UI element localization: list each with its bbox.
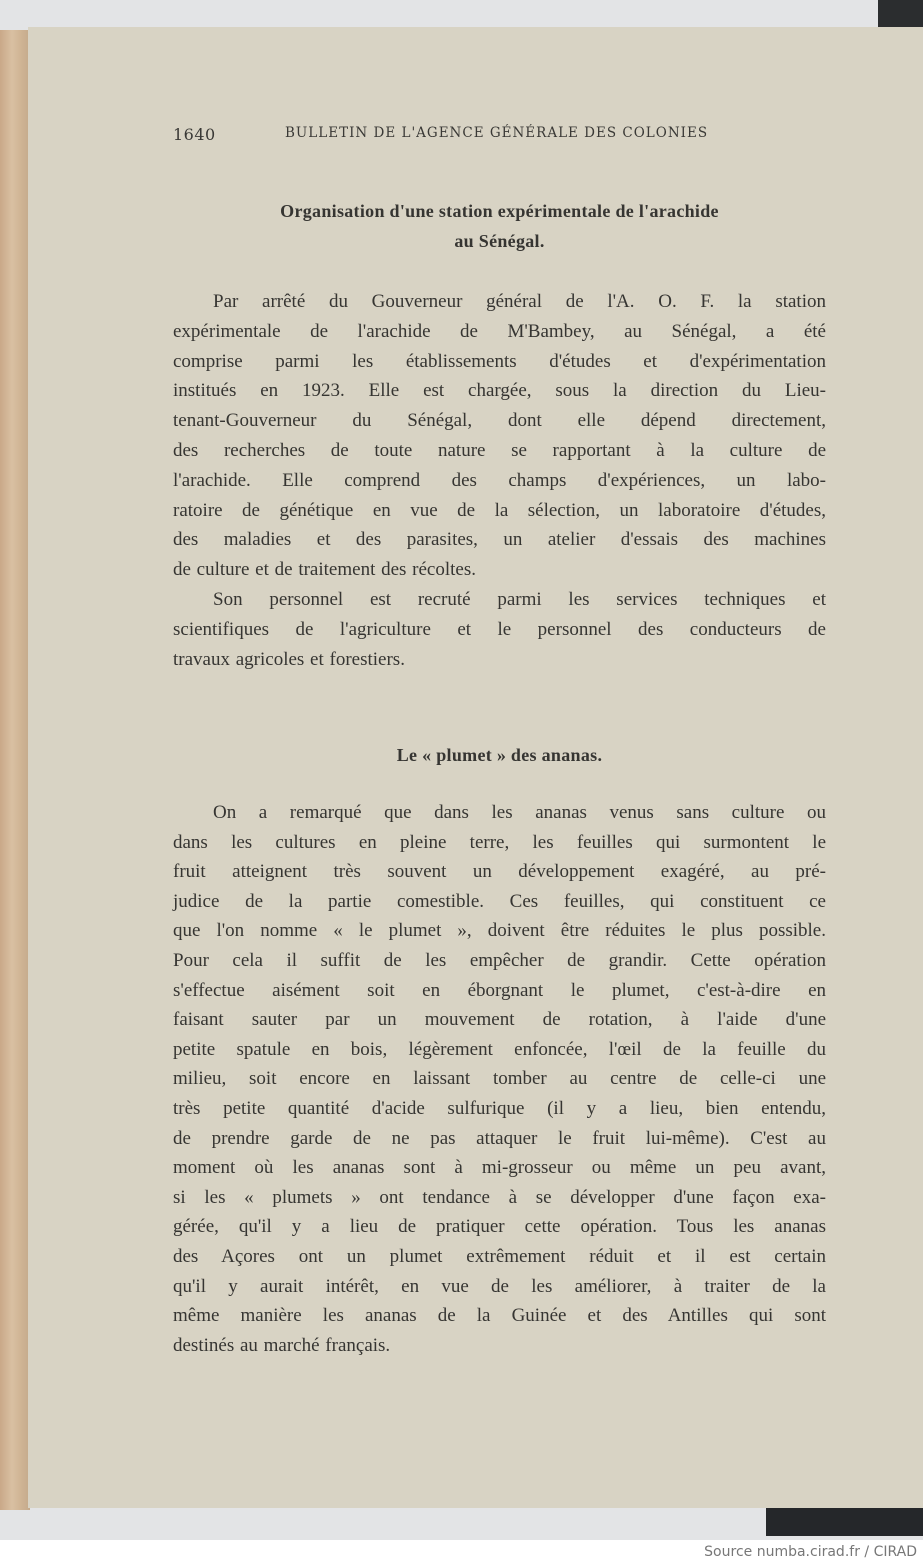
paragraph-line: faisant sauter par un mouvement de rotation, à l'aide d'une: [173, 1009, 826, 1031]
paragraph-line: travaux agricoles et forestiers.: [173, 648, 405, 670]
article-title: Le « plumet » des ananas.: [396, 745, 603, 765]
paragraph-line: tenant-Gouverneur du Sénégal, dont elle dépend directement,: [173, 410, 826, 432]
paragraph-line: dans les cultures en pleine terre, les feuilles qui surmontent le: [173, 831, 826, 853]
paragraph-line: petite spatule en bois, légèrement enfoncée, l'œil de la feuille du: [173, 1038, 826, 1060]
paragraph-line: moment où les ananas sont à mi-grosseur ou même un peu avant,: [173, 1157, 826, 1179]
paragraph-line: très petite quantité d'acide sulfurique (il y a lieu, bien entendu,: [173, 1098, 826, 1119]
paragraph-line: Par arrêté du Gouverneur général de l'A. O. F. la station: [213, 291, 826, 312]
paragraph-line: ratoire de génétique en vue de la sélection, un laboratoire d'études,: [173, 499, 826, 521]
paragraph-line: de prendre garde de ne pas attaquer le fruit lui-même). C'est au: [173, 1127, 826, 1149]
paragraph-line: que l'on nomme « le plumet », doivent être réduites le plus possible.: [173, 920, 826, 942]
paragraph-line: On a remarqué que dans les ananas venus sans culture ou: [213, 802, 826, 823]
running-head: BULLETIN DE L'AGENCE GÉNÉRALE DES COLONIES: [285, 125, 709, 141]
paragraph-line: de culture et de traitement des récoltes.: [173, 559, 477, 581]
paragraph-line: si les « plumets » ont tendance à se développer d'une façon exa-: [173, 1186, 826, 1208]
paragraph-line: s'effectue aisément soit en éborgnant le plumet, c'est-à-dire en: [173, 979, 826, 1001]
paragraph-line: Pour cela il suffit de les empêcher de grandir. Cette opération: [173, 950, 826, 971]
paragraph-line: qu'il y aurait intérêt, en vue de les améliorer, à traiter de la: [173, 1275, 826, 1297]
paragraph-line: l'arachide. Elle comprend des champs d'expériences, un labo-: [173, 469, 826, 491]
paragraph-line: milieu, soit encore en laissant tomber au centre de celle-ci une: [173, 1068, 826, 1090]
paragraph-line: fruit atteignent très souvent un développement exagéré, au pré-: [173, 861, 826, 883]
paragraph-line: même manière les ananas de la Guinée et des Antilles qui sont: [173, 1305, 826, 1327]
paragraph-line: scientifiques de l'agriculture et le personnel des conducteurs de: [173, 618, 826, 640]
paragraph-line: judice de la partie comestible. Ces feuilles, qui constituent ce: [173, 890, 826, 912]
article-title: Organisation d'une station expérimentale de l'arachide: [280, 201, 719, 221]
paragraph-line: gérée, qu'il y a lieu de pratiquer cette opération. Tous les ananas: [173, 1216, 826, 1238]
book-page: [28, 27, 923, 1508]
scanner-edge-top: [878, 0, 923, 30]
page-stack-edges: [0, 30, 30, 1510]
paragraph-line: expérimentale de l'arachide de M'Bambey, au Sénégal, a été: [173, 320, 826, 342]
paragraph-line: institués en 1923. Elle est chargée, sous la direction du Lieu-: [173, 380, 826, 402]
paragraph-line: Son personnel est recruté parmi les services techniques et: [213, 589, 826, 610]
paragraph-line: des recherches de toute nature se rapportant à la culture de: [173, 440, 826, 461]
paragraph-line: des maladies et des parasites, un atelier d'essais des machines: [173, 529, 826, 551]
article-title: au Sénégal.: [454, 231, 545, 251]
paragraph-line: comprise parmi les établissements d'études et d'expérimentation: [173, 350, 826, 372]
paragraph-line: des Açores ont un plumet extrêmement réduit et il est certain: [173, 1246, 826, 1267]
source-credit: Source numba.cirad.fr / CIRAD: [704, 1544, 917, 1560]
scanner-edge-bottom: [766, 1504, 923, 1536]
paragraph-line: destinés au marché français.: [173, 1334, 391, 1356]
page-number: 1640: [173, 125, 216, 144]
